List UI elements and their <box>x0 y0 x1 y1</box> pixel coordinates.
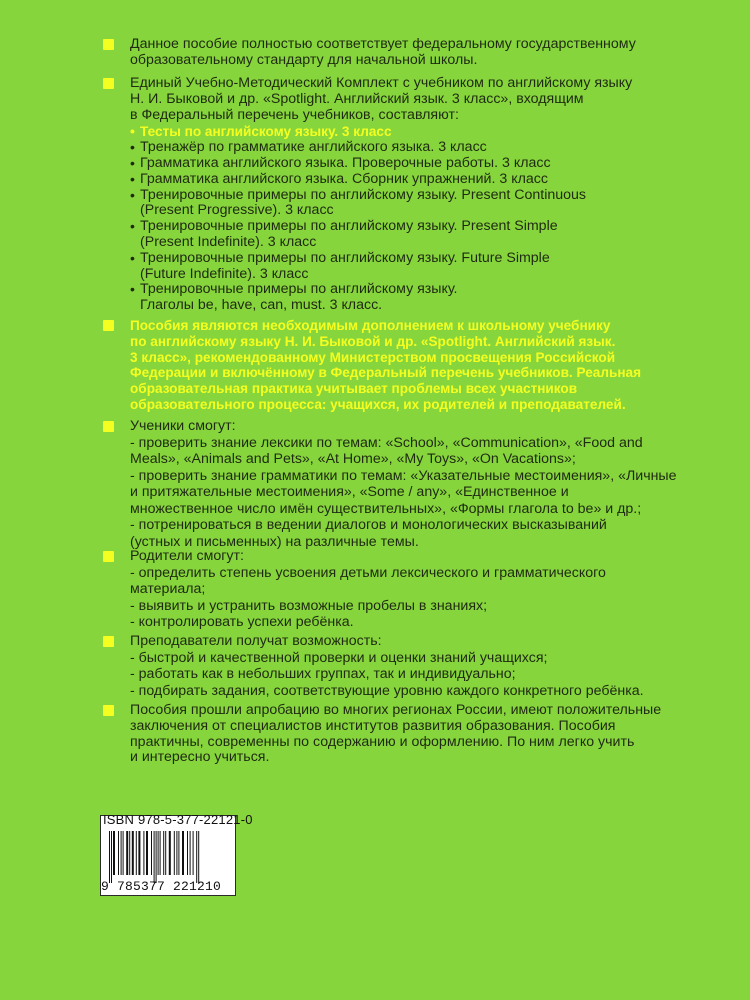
text-line: в Федеральный перечень учебников, составляют: <box>130 106 459 123</box>
block-heading: Преподаватели получат возможность: <box>130 633 382 649</box>
barcode-bar <box>154 831 155 883</box>
barcode-bar <box>176 831 177 875</box>
barcode-bar <box>123 831 124 875</box>
dash-line: - проверить знание лексики по темам: «School», «Communication», «Food and <box>130 434 643 451</box>
bullet-square-icon <box>103 320 114 331</box>
barcode-icon <box>107 831 228 883</box>
text-line: образовательная практика учитывает проблемы всех участников <box>130 381 578 397</box>
barcode-bar <box>151 831 152 875</box>
list-item: • Грамматика английского языка. Сборник упражнений. 3 класс <box>130 170 548 187</box>
dash-line: - работать как в небольших группах, так и индивидуально; <box>130 666 516 683</box>
barcode-bar <box>109 831 110 883</box>
list-item: • Тесты по английскому языку. 3 класс <box>130 123 392 140</box>
text-line: Единый Учебно-Методический Комплект с учебником по английскому языку <box>130 75 633 91</box>
bullet-dot-icon: • <box>130 123 135 140</box>
bullet-square-icon <box>103 421 114 432</box>
barcode-bar <box>111 831 112 883</box>
text-line: заключения от специалистов институтов развития образования. Пособия <box>130 717 616 734</box>
text-line: Данное пособие полностью соответствует федеральному государственному <box>130 36 636 52</box>
bullet-dot-icon: • <box>130 281 135 298</box>
barcode-bar <box>169 831 171 875</box>
bullet-square-icon <box>103 636 114 647</box>
barcode-bar <box>138 831 140 875</box>
bullet-square-icon <box>103 78 114 89</box>
barcode-bar <box>126 831 128 875</box>
barcode-bar <box>160 831 161 875</box>
isbn-label: ISBN 978-5-377-22121-0 <box>103 812 253 827</box>
block-heading: Родители смогут: <box>130 548 244 564</box>
list-item: • Тренировочные примеры по английскому языку. Present Simple (Present Indefinite). 3 класс <box>130 218 558 250</box>
barcode-bar <box>118 831 119 875</box>
dash-line: Meals», «Animals and Pets», «At Home», «My Toys», «On Vacations»; <box>130 451 576 468</box>
barcode-bar <box>158 831 159 875</box>
barcode-bar <box>190 831 191 875</box>
barcode-bar <box>113 831 115 875</box>
dash-line: - выявить и устранить возможные пробелы в знаниях; <box>130 597 488 614</box>
bullet-dot-icon: • <box>130 186 135 203</box>
list-item: • Тренировочные примеры по английскому языку. Present Continuous (Present Progressive). 3 класс <box>130 186 587 219</box>
barcode-bar <box>143 831 144 875</box>
list-item: • Тренировочные примеры по английскому языку. Глаголы be, have, can, must. 3 класс. <box>130 281 458 314</box>
dash-line: - потренироваться в ведении диалогов и монологических высказываний <box>130 517 607 534</box>
dash-line: и притяжательные местоимения», «Some / any», «Единственное и <box>130 484 569 501</box>
dash-line: материала; <box>130 581 206 598</box>
text-line: образовательного процесса: учащихся, их родителей и преподавателей. <box>130 396 626 412</box>
barcode-bar <box>146 831 148 875</box>
bullet-square-icon <box>103 39 114 50</box>
barcode-bar <box>196 831 197 883</box>
text-line: практичны, современны по содержанию и оформлению. По ним легко учить <box>130 733 635 750</box>
barcode-bar <box>132 831 134 875</box>
barcode-bar <box>198 831 199 883</box>
barcode-bar <box>129 831 130 875</box>
text-line: 3 класс», рекомендованному Министерством просвещения Российской <box>130 349 616 365</box>
bullet-dot-icon: • <box>130 170 135 187</box>
bullet-square-icon <box>103 551 114 562</box>
text-line: образовательному стандарту для начальной школы. <box>130 51 478 68</box>
dash-line: (устных и письменных) на различные темы. <box>130 533 419 550</box>
text-line: Пособия являются необходимым дополнением к школьному учебнику <box>130 318 611 333</box>
bullet-dot-icon: • <box>130 154 135 171</box>
ean-number: 9 785377 221210 <box>101 879 222 894</box>
text-line: Н. И. Быковой и др. «Spotlight. Английский язык. 3 класс», входящим <box>130 90 584 107</box>
dash-line: - определить степень усвоения детьми лексического и грамматического <box>130 564 606 581</box>
bullet-dot-icon: • <box>130 249 135 266</box>
barcode-bar <box>178 831 179 875</box>
umk-list <box>130 124 703 314</box>
barcode-bar <box>121 831 122 875</box>
text-line: Федерации и включённому в Федеральный перечень учебников. Реальная <box>130 365 642 381</box>
barcode-bar <box>165 831 166 875</box>
barcode-bar <box>174 831 175 875</box>
barcode-bar <box>136 831 137 875</box>
list-item: • Тренировочные примеры по английскому языку. Future Simple (Future Indefinite). 3 класс <box>130 249 550 282</box>
barcode-bar <box>156 831 157 883</box>
bullet-square-icon <box>103 705 114 716</box>
dash-line: - подбирать задания, соответствующие уровню каждого конкретного ребёнка. <box>130 682 644 699</box>
dash-line: - быстрой и качественной проверки и оценки знаний учащихся; <box>130 649 548 666</box>
barcode-bar <box>182 831 184 875</box>
block-heading: Ученики смогут: <box>130 418 236 434</box>
text-line: Пособия прошли апробацию во многих регионах России, имеют положительные <box>130 702 662 718</box>
barcode-bar <box>163 831 164 875</box>
list-item: • Тренажёр по грамматике английского языка. 3 класс <box>130 139 487 156</box>
text-line: и интересно учиться. <box>130 749 270 766</box>
dash-line: - контролировать успехи ребёнка. <box>130 614 354 631</box>
bullet-dot-icon: • <box>130 139 135 156</box>
barcode-bar <box>187 831 188 875</box>
bullet-dot-icon: • <box>130 218 135 235</box>
barcode-bar <box>193 831 194 875</box>
text-line: по английскому языку Н. И. Быковой и др. «Spotlight. Английский язык. <box>130 333 616 349</box>
dash-line: множественное число имён существительных», «Формы глагола to be» и др.; <box>130 500 642 517</box>
list-item: • Грамматика английского языка. Проверочные работы. 3 класс <box>130 154 551 171</box>
dash-line: - проверить знание грамматики по темам: «Указательные местоимения», «Личные <box>130 467 677 484</box>
